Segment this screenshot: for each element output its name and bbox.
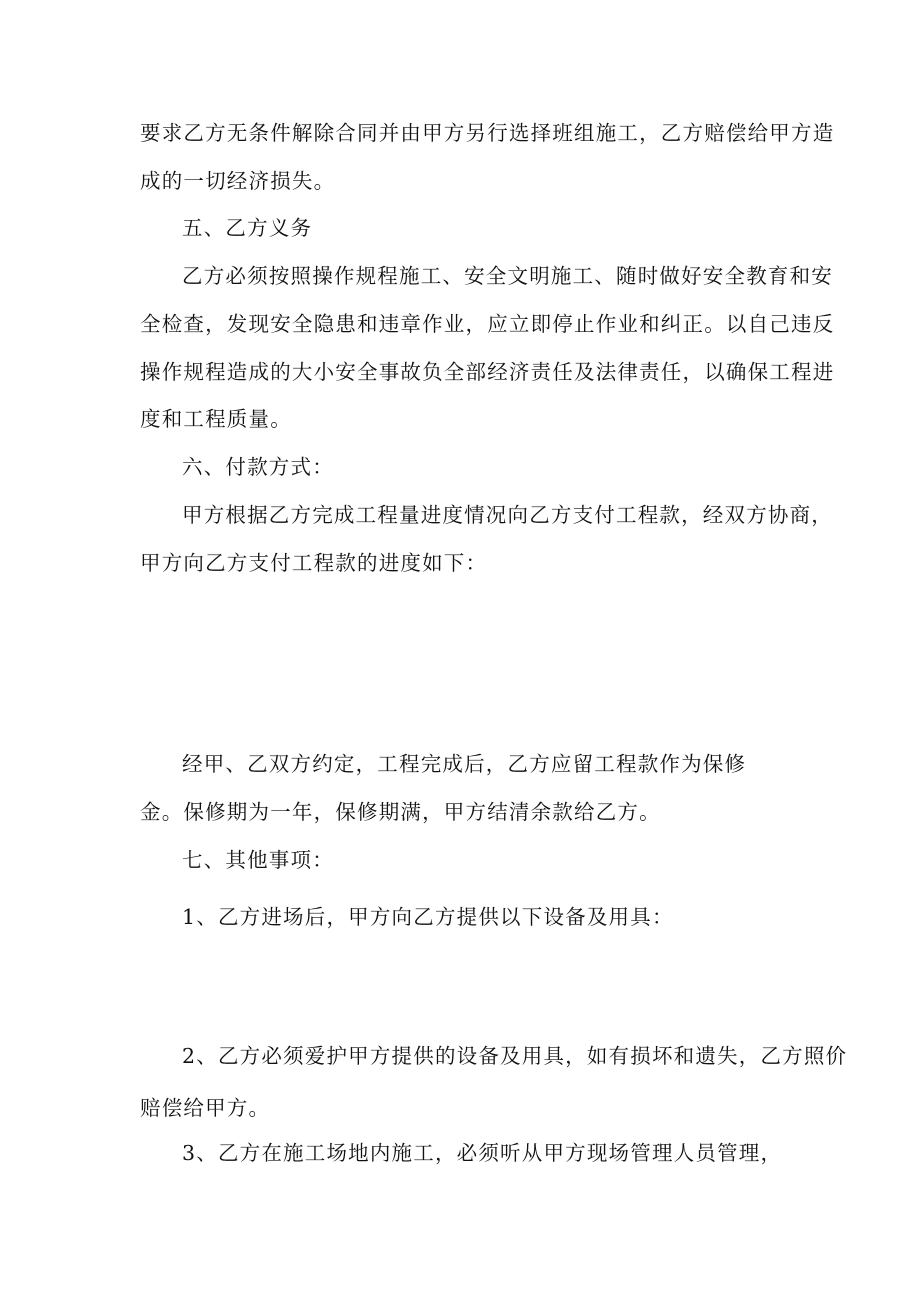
text-line: 要求乙方无条件解除合同并由甲方另行选择班组施工，乙方赔偿给甲方造: [140, 121, 835, 145]
text-line: 乙方必须按照操作规程施工、安全文明施工、随时做好安全教育和安: [182, 264, 833, 288]
text-line: 甲方根据乙方完成工程量进度情况向乙方支付工程款，经双方协商，: [182, 503, 833, 527]
text-line: 甲方向乙方支付工程款的进度如下：: [140, 551, 488, 575]
text-line: 全检查，发现安全隐患和违章作业，应立即停止作业和纠正。以自己违反: [140, 312, 835, 336]
text-line: 度和工程质量。: [140, 407, 292, 431]
text-line: 金。保修期为一年，保修期满，甲方结清余款给乙方。: [140, 800, 661, 824]
text-line: 赔偿给甲方。: [140, 1096, 271, 1120]
text-line: 1、乙方进场后，甲方向乙方提供以下设备及用具：: [182, 905, 674, 929]
text-line: 成的一切经济损失。: [140, 169, 336, 193]
text-line: 经甲、乙双方约定，工程完成后，乙方应留工程款作为保修: [182, 752, 747, 776]
section-heading-6: 六、付款方式：: [182, 455, 334, 479]
text-line: 3、乙方在施工场地内施工，必须听从甲方现场管理人员管理，: [182, 1141, 783, 1165]
text-line: 2、乙方必须爱护甲方提供的设备及用具，如有损坏和遗失，乙方照价: [182, 1044, 848, 1068]
section-heading-5: 五、乙方义务: [182, 216, 313, 240]
section-heading-7: 七、其他事项：: [182, 848, 334, 872]
text-line: 操作规程造成的大小安全事故负全部经济责任及法律责任，以确保工程进: [140, 360, 835, 384]
